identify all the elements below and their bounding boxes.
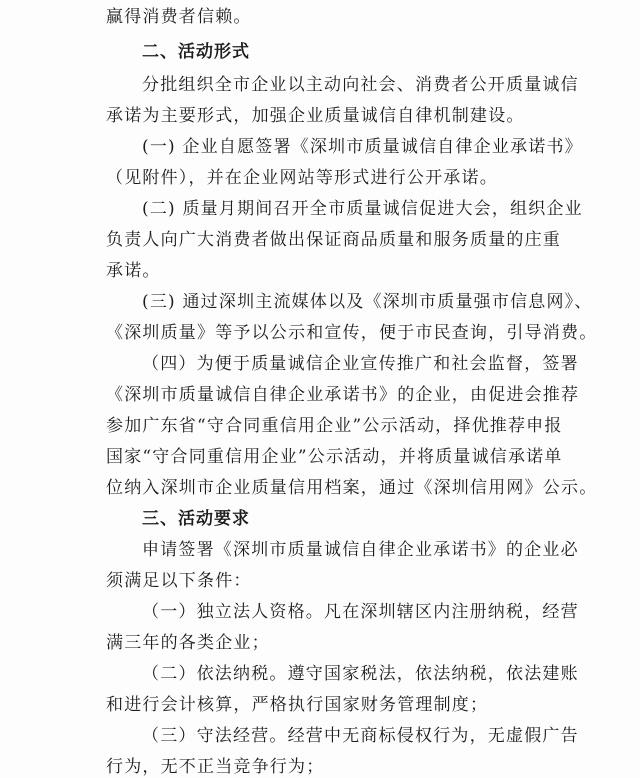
paragraph-line: (二) 质量月期间召开全市质量诚信促进大会，组织企业 <box>142 199 583 219</box>
paragraph-line: 国家“守合同重信用企业”公示活动，并将质量诚信承诺单 <box>106 447 563 467</box>
paragraph-line: 位纳入深圳市企业质量信用档案，通过《深圳信用网》公示。 <box>106 478 598 498</box>
paragraph-line: 参加广东省“守合同重信用企业”公示活动，择优推荐申报 <box>106 416 563 436</box>
paragraph-line: (三) 通过深圳主流媒体以及《深圳市质量强市信息网》、 <box>142 292 593 312</box>
paragraph-line: 《深圳质量》等予以公示和宣传，便于市民查询，引导消费。 <box>106 323 598 343</box>
paragraph-line: 赢得消费者信赖。 <box>106 7 252 27</box>
paragraph-line: 承诺为主要形式，加强企业质量诚信自律机制建设。 <box>106 106 525 126</box>
paragraph-line: 分批组织全市企业以主动向社会、消费者公开质量诚信 <box>142 75 579 95</box>
paragraph-line: 须满足以下条件： <box>106 571 252 591</box>
paragraph-line: 负责人向广大消费者做出保证商品质量和服务质量的庄重 <box>106 230 561 250</box>
paragraph-line: 满三年的各类企业； <box>106 633 270 653</box>
paragraph-line: （二）依法纳税。遵守国家税法，依法纳税，依法建账 <box>142 664 579 684</box>
section-heading-activity-requirements: 三、活动要求 <box>142 509 250 529</box>
paragraph-line: （一）独立法人资格。凡在深圳辖区内注册纳税，经营 <box>142 602 579 622</box>
paragraph-line: 承诺。 <box>106 261 161 281</box>
paragraph-line: (一) 企业自愿签署《深圳市质量诚信自律企业承诺书》 <box>142 137 583 157</box>
paragraph-line: （三）守法经营。经营中无商标侵权行为，无虚假广告 <box>142 726 579 746</box>
paragraph-line: 申请签署《深圳市质量诚信自律企业承诺书》的企业必 <box>142 540 579 560</box>
paragraph-line: （四）为便于质量诚信企业宣传推广和社会监督，签署 <box>142 354 579 374</box>
paragraph-line: 和进行会计核算，严格执行国家财务管理制度； <box>106 695 489 715</box>
paragraph-line: 《深圳市质量诚信自律企业承诺书》的企业，由促进会推荐 <box>106 385 580 405</box>
paragraph-line: 行为，无不正当竞争行为； <box>106 757 325 777</box>
section-heading-activity-form: 二、活动形式 <box>142 42 250 62</box>
paragraph-line: （见附件），并在企业网站等形式进行公开承诺。 <box>106 168 498 188</box>
